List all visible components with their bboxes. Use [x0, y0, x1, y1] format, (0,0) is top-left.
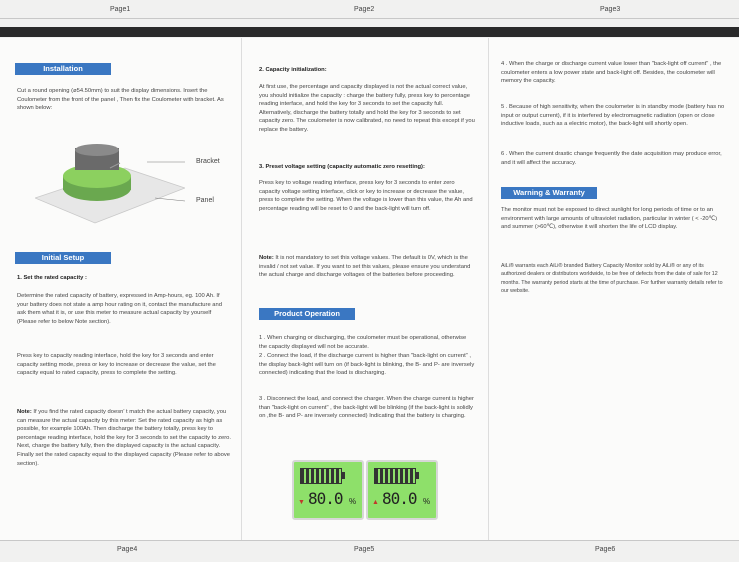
- operation-1: 1 . When charging or discharging, the coulometer must be operational, otherwise the capacity displayed will not be accurate.: [259, 335, 467, 350]
- operation-6: 6 . When the current drastic change frequently the date acquisition may produce error, and it will affect the accuracy.: [501, 151, 722, 166]
- setup-heading: 1. Set the rated capacity :: [17, 275, 87, 281]
- setup-p2: Press key to capacity reading interface, hold the key for 3 seconds and enter capacity setting mode, press or key to increase or decrease the value, set the capacity equal to rated capacity, press to complete the setting.: [17, 353, 216, 377]
- battery-bar-icon: [300, 468, 342, 484]
- footer-page6: Page6: [595, 546, 616, 553]
- lcd-discharge-unit: %: [349, 497, 357, 506]
- preset-voltage-text: Press key to voltage reading interface, press key for 3 seconds to enter zero capacity voltage setting interface, click or key to increase or decrease the value, press to complete the setting. When the voltage is lower than this value, the Ah and percentage reading will be reset to 0 and the back-light will turn off.: [259, 180, 473, 212]
- lcd-discharging: [292, 460, 364, 520]
- coulometer-illustration: [35, 138, 185, 238]
- panel-label: Panel: [196, 197, 214, 204]
- down-arrow-icon: ▼: [298, 499, 305, 506]
- battery-tip: [416, 472, 419, 479]
- header-page2: Page2: [354, 6, 375, 13]
- voltage-note: Note: It is not mandatory to set this voltage values. The default is 0V, which is the invalid / not set value. If you want to set this values, please ensure you understand the actual charge and discharge voltages of the batteries before proceeding.: [259, 255, 471, 279]
- footer-page5: Page5: [354, 546, 375, 553]
- operation-2: 2 . Connect the load, if the discharge current is higher than "back-light on current" , the display back-light will turn on (if back-light is blinking, the B- and P- are inversely connected) indicating that the load is discharging.: [259, 353, 475, 377]
- header-page3: Page3: [600, 6, 621, 13]
- lcd-discharge-value: 80.0: [308, 489, 343, 508]
- bottom-divider: [0, 540, 739, 541]
- header-page1: Page1: [110, 6, 131, 13]
- up-arrow-icon: ▲: [372, 499, 379, 506]
- page6-column: [488, 38, 739, 540]
- initial-setup-header: Initial Setup: [15, 252, 111, 264]
- top-divider: [0, 18, 739, 19]
- installation-header: Installation: [15, 63, 111, 75]
- install-text: Cut a round opening (ø54.50mm) to suit the display dimensions. Insert the Coulometer from the front of the panel , Then fix the Coulometer with bracket. As shown below:: [17, 88, 224, 112]
- warning-text: The monitor must not be exposed to direct sunlight for long periods of time or to an environment with large amounts of ultraviolet radiation, particular in winter ( < -20℃) and summer (>60℃), otherwise it will shorten the life of LCD display.: [501, 207, 718, 231]
- preset-voltage-heading: 3. Preset voltage setting (capacity automatic zero resetting):: [259, 164, 425, 170]
- top-band: [0, 27, 739, 37]
- product-operation-header: Product Operation: [259, 308, 355, 320]
- warranty-text: AiLi® warrants each AiLi® branded Battery Capacity Monitor sold by AiLi® or any of its authorized dealers or distributors worldwide, to be free of defects from the date of sale for 12 months. The warranty period starts at the time of purchase. For further warranty details refer to our website.: [501, 263, 723, 295]
- battery-tip: [342, 472, 345, 479]
- page5-column: [241, 38, 488, 540]
- capacity-init-text: At first use, the percentage and capacity displayed is not the actual correct value, you should initialize the capacity : charge the battery fully, press key to percentage reading interface, and hold the key for 3 seconds to set the capacity full. Alternatively, discharge the battery totally and hold the key for 3 seconds to set capacity zero. The coulometer is now calibrated, no need to repeat this except if you replace the battery.: [259, 84, 475, 133]
- lcd-charge-unit: %: [423, 497, 431, 506]
- setup-note: Note: If you find the rated capacity doesn' t match the actual battery capacity, you can measure the actual capacity by this meter: Set the rated capacity as high as possible, for example 100Ah. Then discharge the battery totally, press key to percentage reading interface, hold the key for 3 seconds to set the capacity to zero. Next, charge the battery fully, then the displayed capacity is the actual capacity. Finally set the rated capacity equal to the displayed capacity (Please refer to above section).: [17, 409, 231, 467]
- warning-warranty-header: Warning & Warranty: [501, 187, 597, 199]
- operation-5: 5 . Because of high sensitivity, when the coulometer is in standby mode (battery has no input or output current), if it is interfered by electromagnetic radiation (open or close inductive loads, such as a electric motor), the back-light will shortly open.: [501, 104, 725, 128]
- footer-page4: Page4: [117, 546, 138, 553]
- lcd-charging: [366, 460, 438, 520]
- battery-bar-icon: [374, 468, 416, 484]
- capacity-init-heading: 2. Capacity initialization:: [259, 67, 327, 73]
- operation-3: 3 . Disconnect the load, and connect the charger. When the charge current is higher than "back-light on current" , the back-light will be blinking (if the back-light is solidly on ,the B- and P- are inversely connected) Indicating that the battery is charging.: [259, 396, 474, 420]
- setup-p1: Determine the rated capacity of battery, expressed in Amp-hours, eg. 100 Ah. If your battery does not state a amp hour rating on it, contact the manufacture and ask them what it is, or use this meter to measure actual capacity by yourself (Please refer to below Note section).: [17, 293, 222, 325]
- page4-column: [0, 38, 241, 540]
- operation-4: 4 . When the charge or discharge current value lower than "back-light off current" , the coulometer enters a low power state and back-light off. Besides, the coulometer will memory the capacity.: [501, 61, 722, 85]
- bracket-label: Bracket: [196, 158, 220, 165]
- lcd-charge-value: 80.0: [382, 489, 417, 508]
